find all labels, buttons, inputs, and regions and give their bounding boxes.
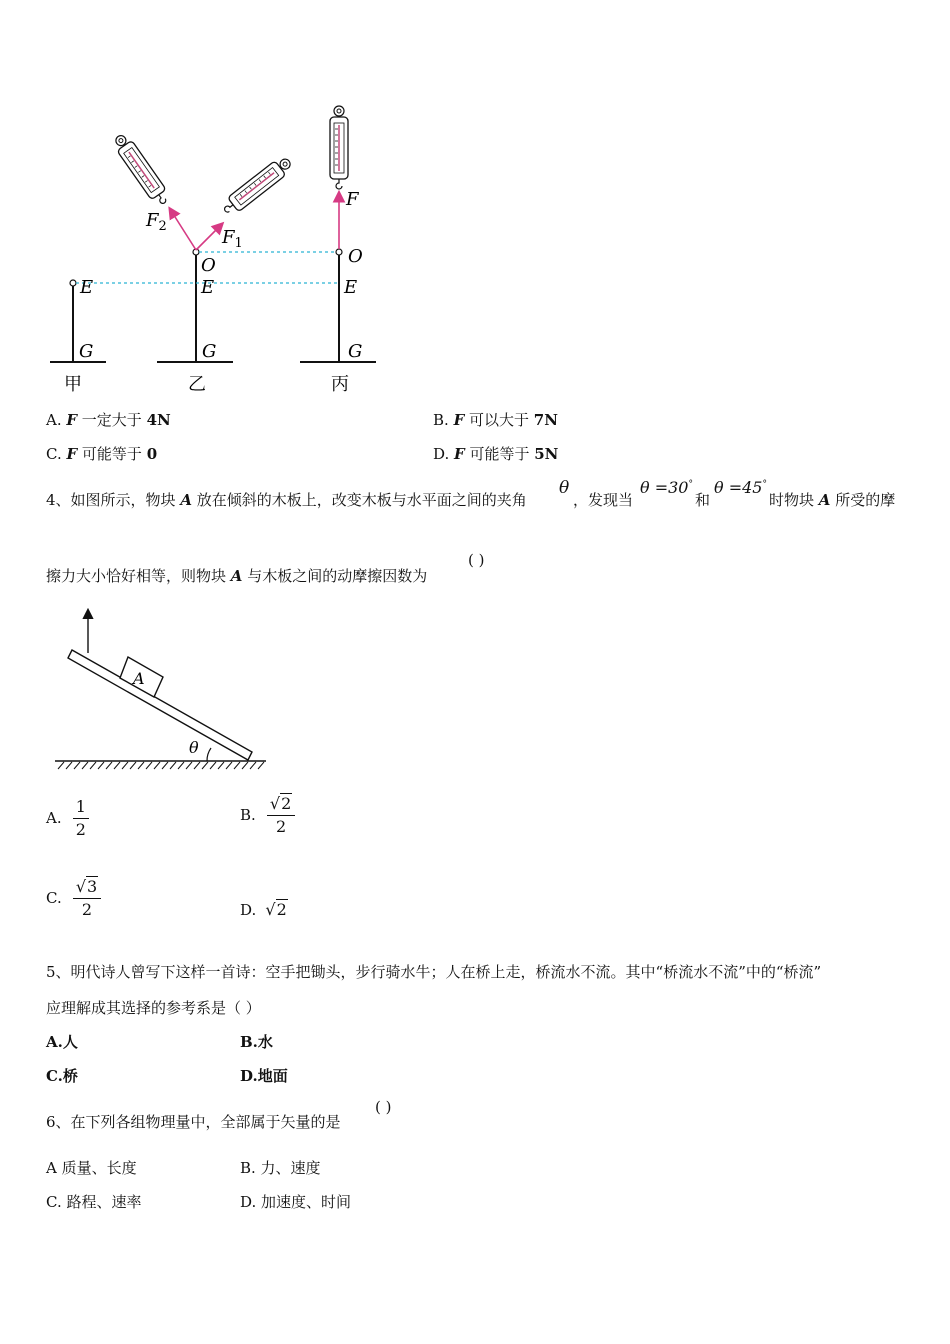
q5-stem-line1: 5、明代诗人曾写下这样一首诗：空手把锄头，步行骑水牛；人在桥上走，桥流水不流。其中“桥流水不流”中的“桥流”	[46, 963, 822, 981]
incline-figure	[40, 600, 280, 780]
caption-jia: 甲	[64, 374, 82, 395]
q6-option-c[interactable]: C. 路程、速率	[46, 1193, 142, 1211]
force-arrow-F2	[170, 209, 196, 250]
fraction-one-half: $\frac{1}{2}$	[73, 798, 89, 838]
q4-stem-line1: 4、如图所示，物块 A 放在倾斜的木板上，改变木板与水平面之间的夹角	[46, 491, 527, 509]
q4-equation-45: θ =45°	[714, 478, 767, 497]
option-value: 5N	[534, 445, 559, 463]
q3-option-a[interactable]	[46, 409, 171, 430]
q5-option-d[interactable]: D.地面	[240, 1067, 288, 1085]
angle-arc	[207, 748, 211, 761]
q5-option-c[interactable]: C.桥	[46, 1067, 78, 1085]
sqrt-2: √2	[265, 900, 287, 919]
fraction-sqrt3-over-2: $\frac{√3}{2}$	[73, 878, 101, 918]
q6-option-d[interactable]: D. 加速度、时间	[240, 1193, 352, 1211]
label-E-yi: E	[201, 277, 215, 298]
q4-answer-paren: ( )	[468, 551, 485, 569]
ground-hatching	[58, 762, 264, 769]
option-value: 0	[146, 445, 158, 463]
option-value: 7N	[533, 411, 558, 429]
caption-bing: 丙	[331, 374, 349, 395]
block-A-label: A	[133, 669, 145, 688]
option-label: B.	[240, 806, 256, 825]
q4-option-c[interactable]	[46, 878, 101, 918]
q4-theta-symbol: θ	[559, 478, 570, 498]
option-prefix: B.	[433, 411, 454, 429]
caption-yi: 乙	[188, 374, 206, 395]
q6-stem: 6、在下列各组物理量中，全部属于矢量的是	[46, 1113, 341, 1131]
option-label: A.	[46, 809, 62, 828]
q6-option-b[interactable]: B. 力、速度	[240, 1159, 321, 1177]
variable-F: F	[66, 411, 78, 429]
q4-text-and: 和	[695, 491, 711, 509]
option-text: 一定大于	[77, 411, 147, 429]
label-F: F	[346, 189, 359, 210]
point-O-bing	[336, 249, 342, 255]
spring-balance-F1	[220, 154, 295, 218]
variable-F: F	[454, 445, 465, 463]
label-O-yi: O	[201, 255, 216, 276]
q4-stem-line1-end: 时物块 A 所受的摩	[769, 491, 896, 509]
spring-balance-figure	[0, 95, 420, 400]
q4-stem-line2: 擦力大小恰好相等，则物块 A 与木板之间的动摩擦因数为	[46, 567, 428, 585]
q4-equation-30: θ =30°	[640, 478, 693, 497]
q5-option-b[interactable]: B.水	[240, 1033, 273, 1051]
variable-F: F	[66, 445, 78, 463]
q5-stem-line2: 应理解成其选择的参考系是（ ）	[46, 999, 261, 1017]
point-E-jia	[70, 280, 76, 286]
option-prefix: D.	[433, 445, 455, 463]
q3-option-c[interactable]	[46, 443, 157, 464]
label-F2: $F_2$	[146, 210, 167, 234]
option-prefix: C.	[46, 445, 67, 463]
q6-answer-paren: ( )	[375, 1098, 392, 1116]
label-G-jia: G	[79, 341, 94, 362]
q6-option-a[interactable]: A 质量、长度	[46, 1159, 137, 1177]
option-value: 4N	[146, 411, 171, 429]
label-G-bing: G	[348, 341, 363, 362]
q3-option-d[interactable]	[433, 443, 558, 464]
q4-option-a[interactable]	[46, 798, 89, 838]
q4-option-d[interactable]	[240, 900, 288, 919]
label-F1: $F_1$	[222, 227, 243, 251]
option-label: C.	[46, 889, 62, 908]
q5-option-a[interactable]: A.人	[46, 1033, 78, 1051]
inclined-board	[68, 650, 252, 760]
variable-F: F	[453, 411, 465, 429]
label-G-yi: G	[202, 341, 217, 362]
option-label: D.	[240, 901, 257, 919]
option-text: 可能等于	[464, 445, 535, 463]
fraction-sqrt2-over-2: $\frac{√2}{2}$	[267, 795, 295, 835]
option-text: 可能等于	[77, 445, 147, 463]
angle-theta-label: θ	[189, 738, 199, 757]
q3-option-b[interactable]	[433, 409, 558, 430]
label-E-bing: E	[344, 277, 358, 298]
spring-balance-F2	[111, 131, 172, 208]
label-O-bing: O	[348, 246, 363, 267]
q4-text-discover: ，发现当	[573, 491, 634, 509]
force-arrow-F1	[196, 224, 222, 250]
q4-option-b[interactable]	[240, 795, 295, 835]
label-E-jia: E	[80, 277, 94, 298]
option-text: 可以大于	[464, 411, 534, 429]
spring-balance-F	[330, 106, 348, 189]
option-prefix: A.	[46, 411, 67, 429]
